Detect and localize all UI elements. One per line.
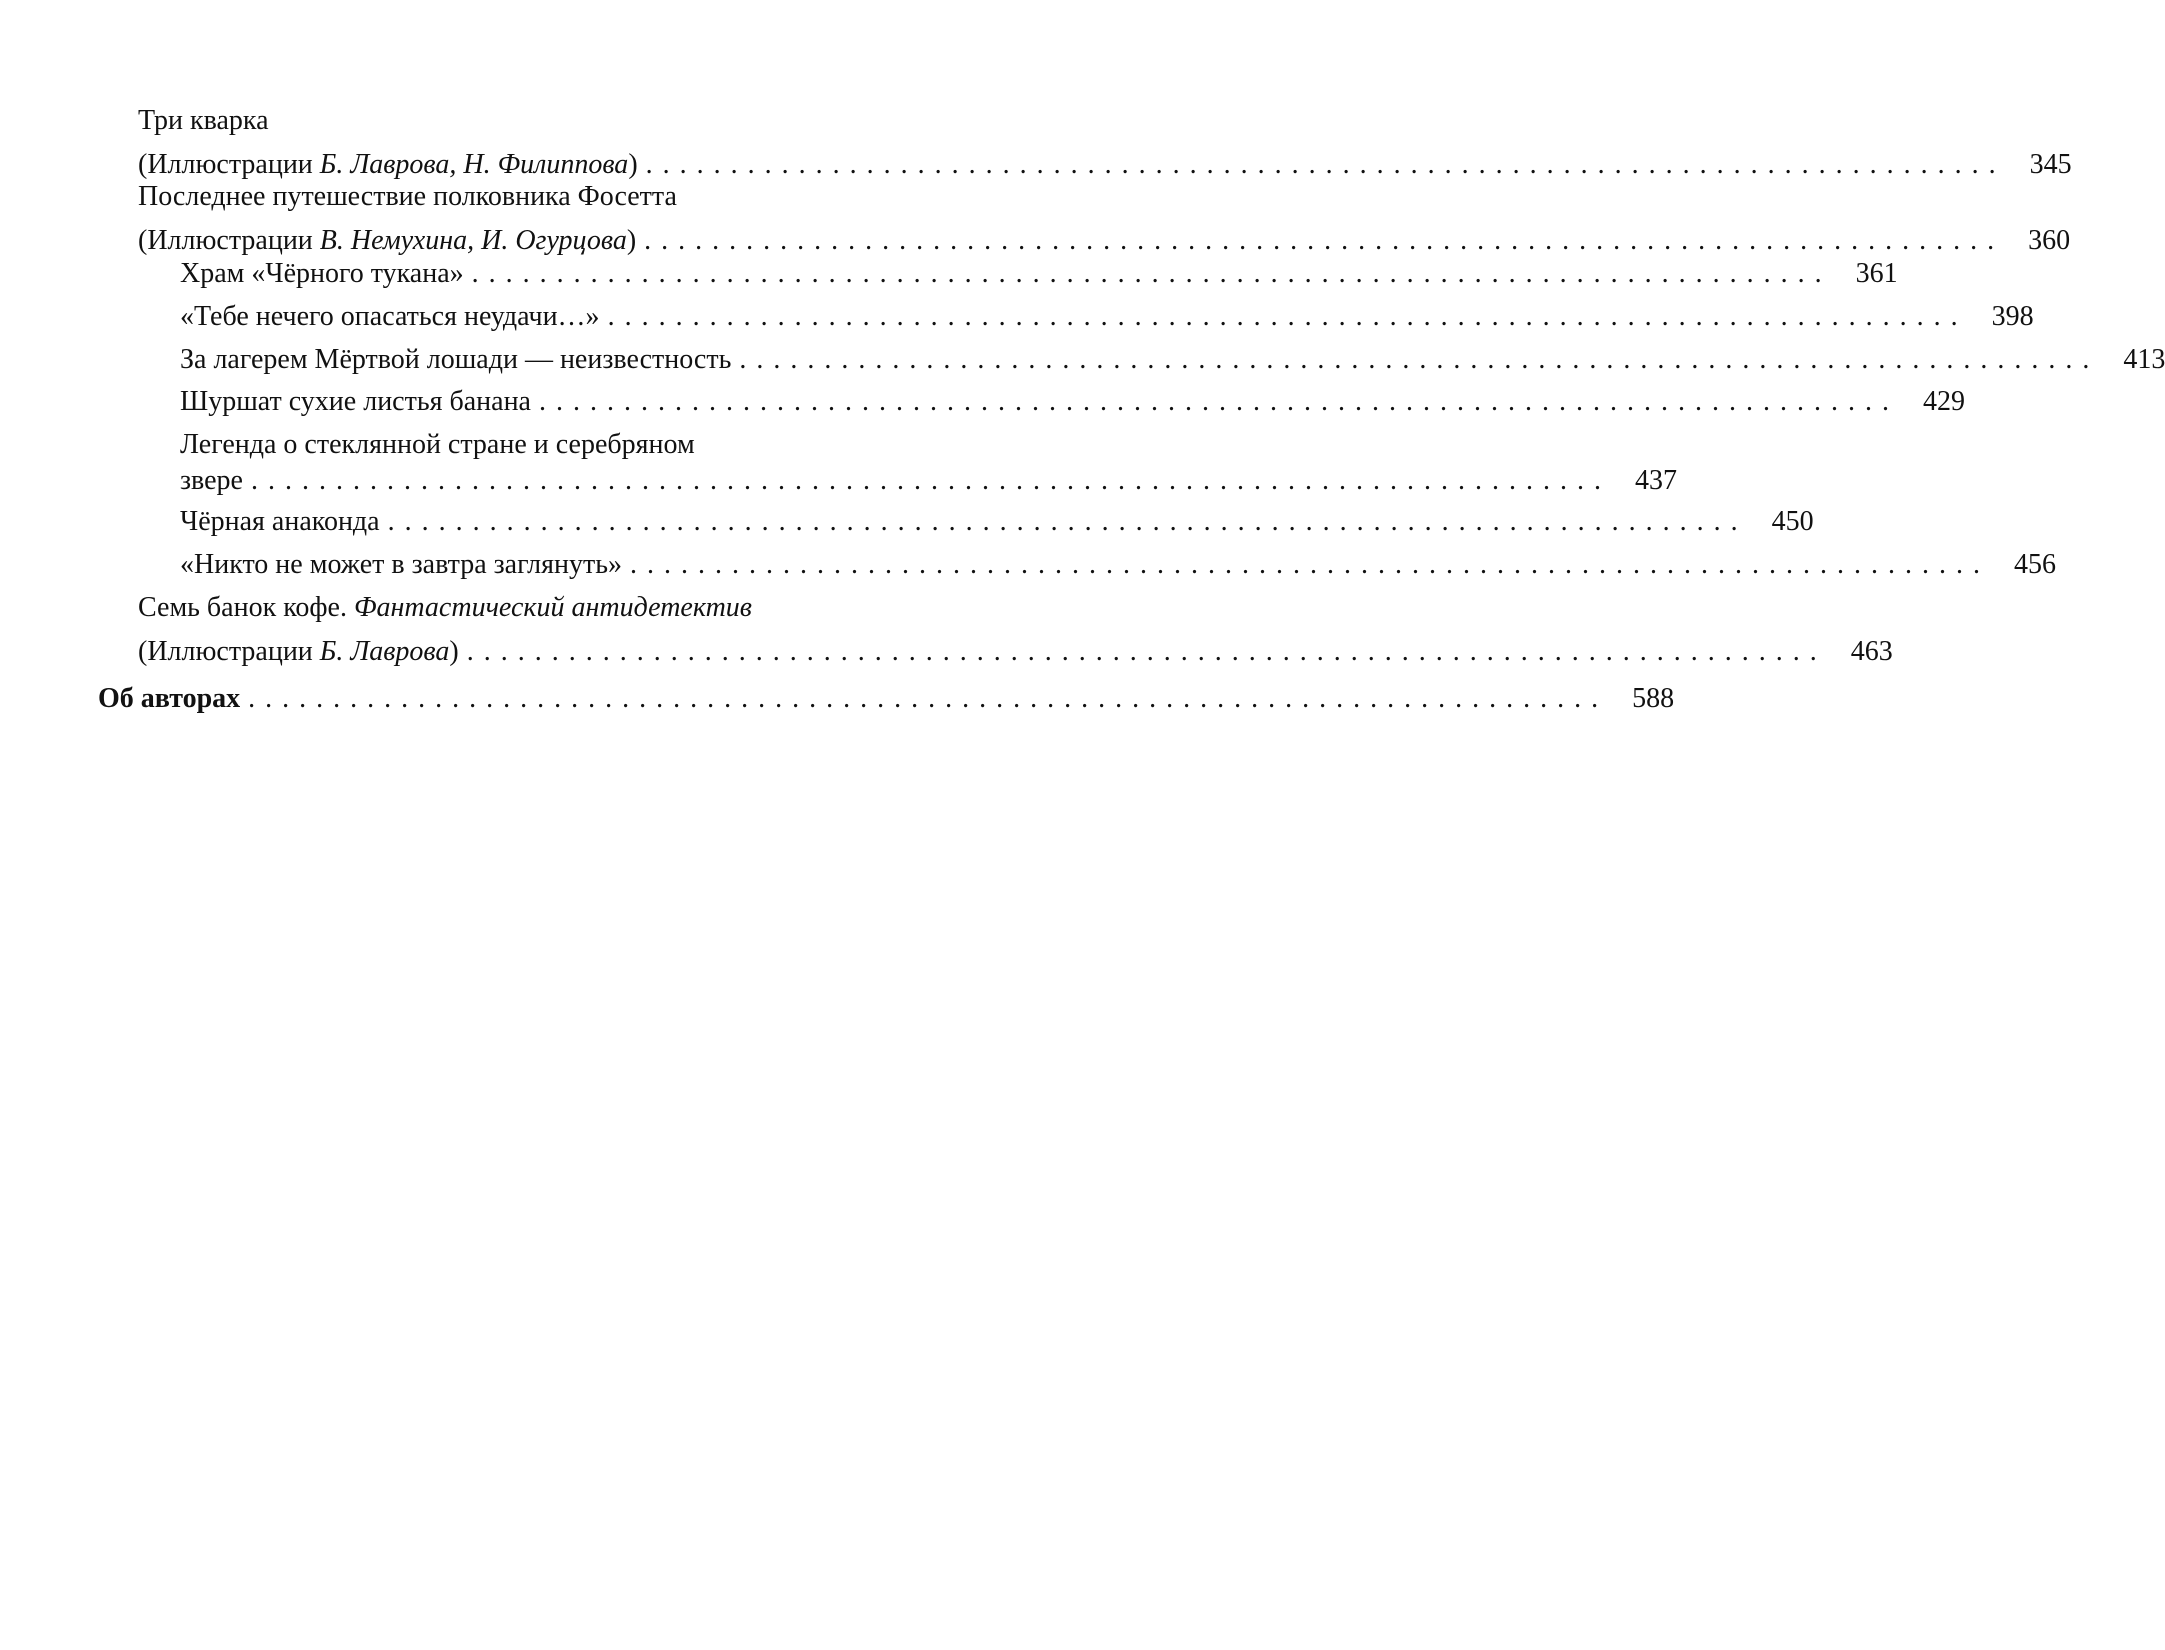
dot-leader: ................................................................................: [607, 301, 1968, 332]
chapter-title: Легенда о стеклянной стране и серебряном: [180, 429, 695, 460]
dot-leader: ................................................................................: [250, 465, 1611, 496]
chapter-title-continued: звере: [180, 465, 243, 496]
entry-title: Три кварка: [138, 105, 269, 136]
page-number: 345: [2029, 149, 2072, 180]
entry-illustrators-line: [138, 630, 1893, 674]
chapter-entry[interactable]: [180, 338, 2165, 382]
page-number: 413: [2123, 344, 2165, 375]
page-number: 360: [2028, 225, 2071, 256]
chapter-entry[interactable]: [180, 543, 2057, 587]
illustrators-text: (Иллюстрации В. Немухина, И. Огурцова): [138, 225, 637, 256]
dot-leader: ................................................................................: [645, 149, 2006, 180]
page-number: 429: [1922, 386, 1965, 417]
entry-title-line: [138, 586, 882, 630]
illustrators-text: (Иллюстрации Б. Лаврова): [138, 636, 459, 667]
page-number: 450: [1771, 506, 1814, 537]
dot-leader: ................................................................................: [466, 636, 1827, 667]
dot-leader: ................................................................................: [538, 386, 1899, 417]
entry-title: Об авторах: [98, 683, 241, 714]
chapter-title: «Тебе нечего опасаться неудачи…»: [180, 301, 600, 332]
chapter-title: Чёрная анаконда: [180, 506, 380, 537]
chapter-title: Храм «Чёрного тукана»: [180, 258, 464, 289]
chapter-entry[interactable]: [180, 423, 1677, 503]
dot-leader: ................................................................................: [471, 258, 1832, 289]
dot-leader: ................................................................................: [739, 344, 2100, 375]
page-number: 463: [1850, 636, 1893, 667]
chapter-title: «Никто не может в завтра заглянуть»: [180, 549, 623, 580]
chapter-entry[interactable]: [180, 500, 1814, 544]
dot-leader: ................................................................................: [248, 683, 1609, 714]
entry-title: Семь банок кофе.: [138, 592, 354, 623]
chapter-title: Шуршат сухие листья банана: [180, 386, 531, 417]
page-number: 398: [1991, 301, 2034, 332]
toc-entry-three-quarks[interactable]: [138, 99, 2072, 187]
dot-leader: ................................................................................: [630, 549, 1991, 580]
dot-leader: ................................................................................: [387, 506, 1748, 537]
chapter-entry[interactable]: [180, 252, 1898, 296]
page-number: 588: [1632, 683, 1675, 714]
illustrators-text: (Иллюстрации Б. Лаврова, Н. Филиппова): [138, 149, 638, 180]
entry-genre: Фантастический антидетектив: [353, 592, 752, 623]
dot-leader: ................................................................................: [644, 225, 2005, 256]
toc-entry-fawcett[interactable]: [138, 175, 2071, 263]
toc-entry-seven-cans[interactable]: [138, 586, 1893, 674]
chapter-entry[interactable]: [180, 380, 1965, 424]
entry-title: Последнее путешествие полковника Фосетта: [138, 181, 677, 212]
page-number: 361: [1855, 258, 1898, 289]
chapter-title: За лагерем Мёртвой лошади — неизвестность: [180, 344, 732, 375]
toc-entry-about-authors[interactable]: [98, 677, 1675, 721]
page-number: 456: [2014, 549, 2057, 580]
chapter-entry[interactable]: [180, 295, 2034, 339]
page-number: 437: [1634, 465, 1677, 496]
